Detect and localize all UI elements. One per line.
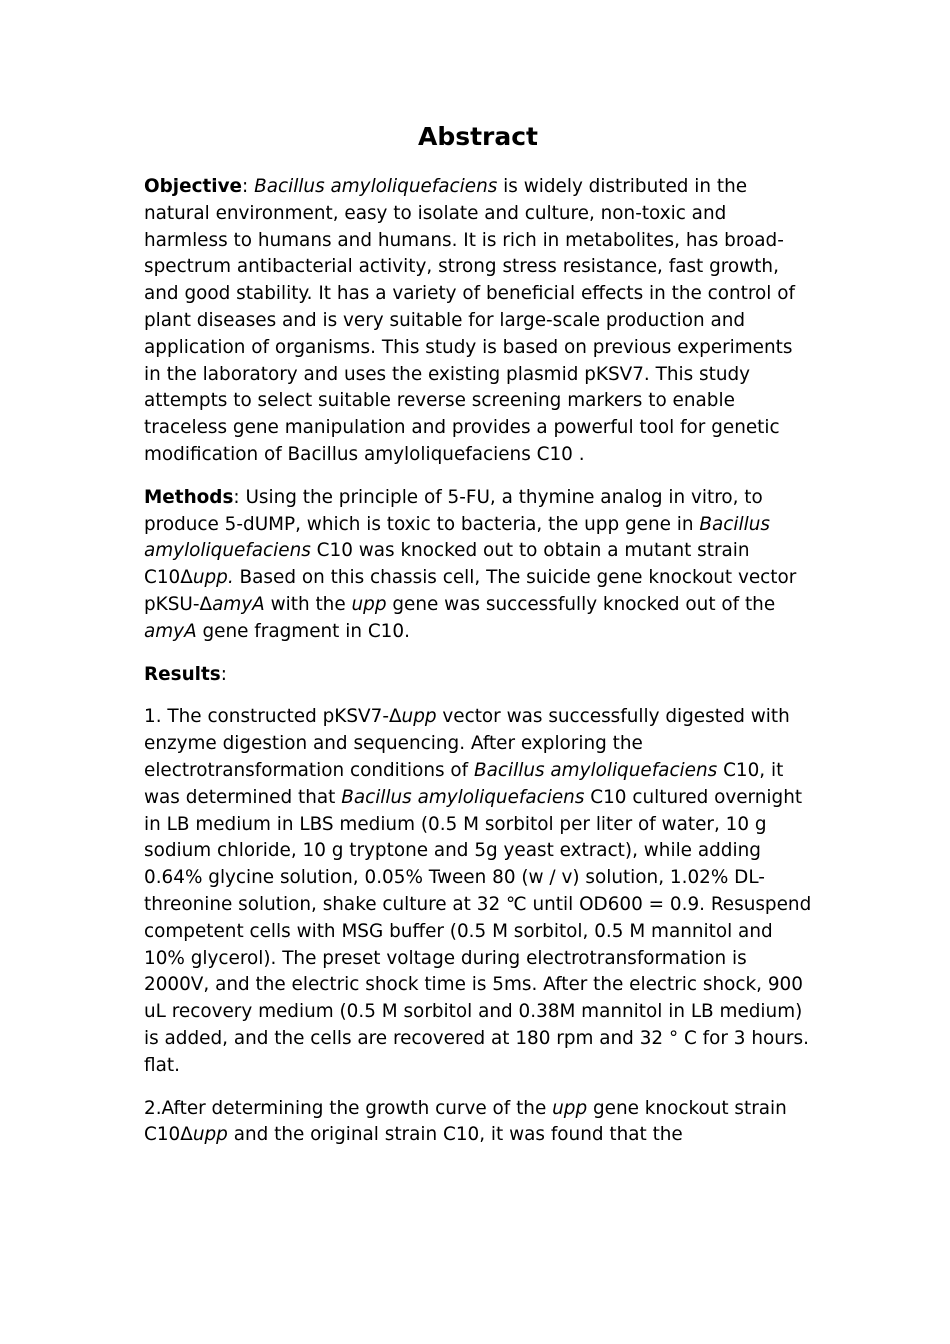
- document-page: [144, 120, 812, 1165]
- result-1-paragraph: 1. The constructed pKSV7-Δupp vector was successfully digested with enzyme digestion and sequencing. After exploring the electrotransformation conditions of Bacillus amyloliquefaciens C10, it was determined that Bacillus amyloliquefaciens C10 cultured overnight in LB medium in LBS medium (0.5 M sorbitol per liter of water, 10 g sodium chloride, 10 g tryptone and 5g yeast extract), while adding 0.64% glycine solution, 0.05% Tween 80 (w / v) solution, 1.02% DL-threonine solution, shake culture at 32 ℃ until OD600 = 0.9. Resuspend competent cells with MSG buffer (0.5 M sorbitol, 0.5 M mannitol and 10% glycerol). The preset voltage during electrotransformation is 2000V, and the electric shock time is 5ms. After the electric shock, 900 uL recovery medium (0.5 M sorbitol and 0.38M mannitol in LB medium) is added, and the cells are recovered at 180 rpm and 32 ° C for 3 hours. flat.: [144, 706, 812, 1076]
- objective-paragraph: Objective: Bacillus amyloliquefaciens is widely distributed in the natural environment, easy to isolate and culture, non-toxic and harmless to humans and humans. It is rich in metabolites, has broad-spectrum antibacterial activity, strong stress resistance, fast growth, and good stability. It has a variety of beneficial effects in the control of plant diseases and is very suitable for large-scale production and application of organisms. This study is based on previous experiments in the laboratory and uses the existing plasmid pKSV7. This study attempts to select suitable reverse screening markers to enable traceless gene manipulation and provides a powerful tool for genetic modification of Bacillus amyloliquefaciens C10 .: [144, 176, 795, 465]
- results-label: Results: [144, 663, 221, 685]
- results-heading: Results:: [144, 663, 227, 685]
- methods-label: Methods: [144, 486, 234, 508]
- methods-paragraph: Methods: Using the principle of 5-FU, a thymine analog in vitro, to produce 5-dUMP, which is toxic to bacteria, the upp gene in Bacillus amyloliquefaciens C10 was knocked out to obtain a mutant strain C10Δupp. Based on this chassis cell, The suicide gene knockout vector pKSU-ΔamyA with the upp gene was successfully knocked out of the amyA gene fragment in C10.: [144, 486, 797, 642]
- species-name: Bacillus amyloliquefaciens: [254, 176, 498, 197]
- page-title: Abstract: [417, 122, 539, 151]
- result-2-paragraph: 2.After determining the growth curve of the upp gene knockout strain C10Δupp and the original strain C10, it was found that the: [144, 1097, 787, 1146]
- objective-label: Objective: [144, 176, 243, 197]
